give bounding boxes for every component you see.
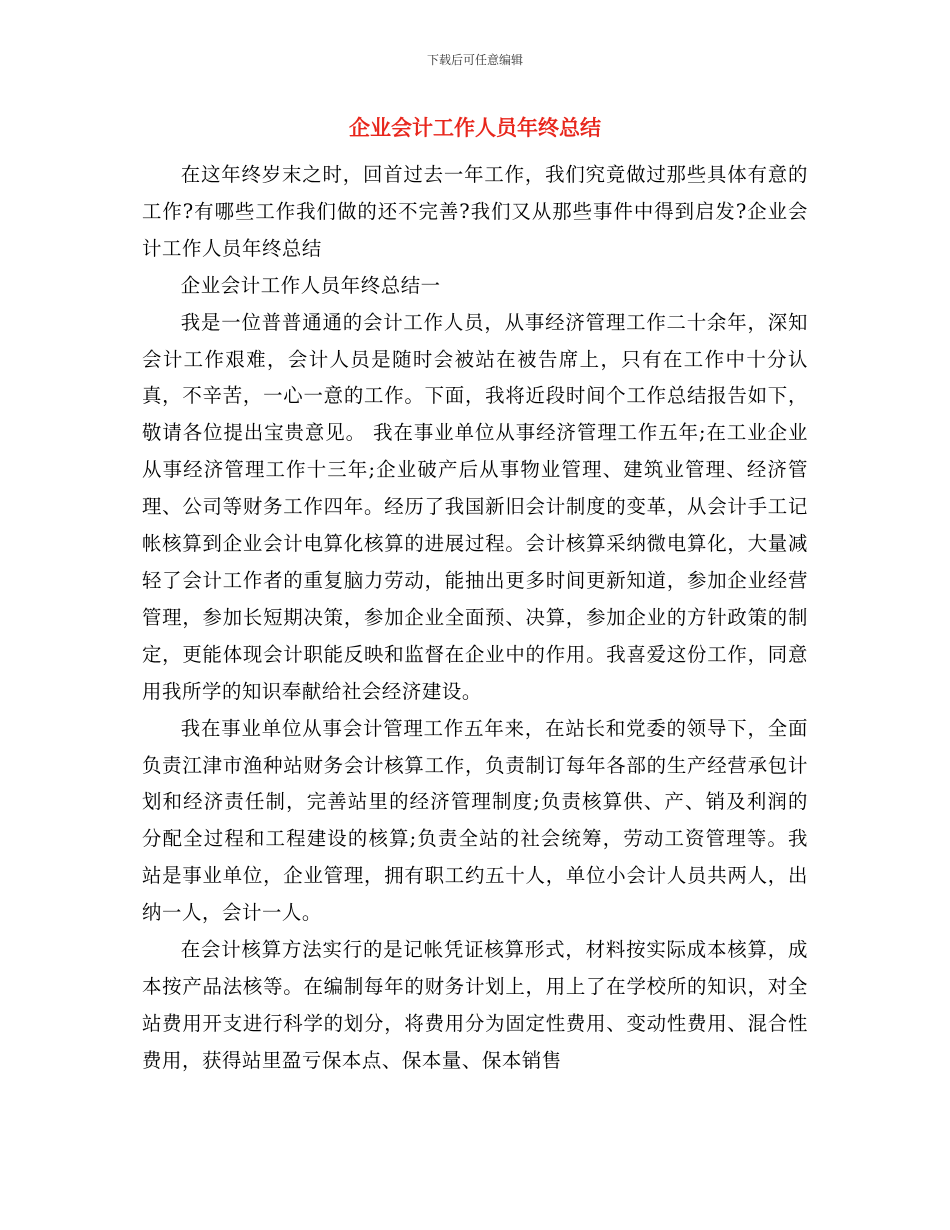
document-title: 企业会计工作人员年终总结: [349, 116, 601, 140]
document-body: [142, 157, 808, 1080]
paragraph-intro: 在这年终岁末之时，回首过去一年工作，我们究竟做过那些具体有意的工作?有哪些工作我们做的还不完善?我们又从那些事件中得到启发?企业会计工作人员年终总结: [142, 163, 808, 260]
paragraph-background: 我是一位普普通通的会计工作人员，从事经济管理工作二十余年，深知会计工作艰难，会计人员是随时会被站在被告席上，只有在工作中十分认真，不辛苦，一心一意的工作。下面，我将近段时间个工作总结报告如下，敬请各位提出宝贵意见。 我在事业单位从事经济管理工作五年;在工业企业从事经济管理工作十三年;企业破产后从事物业管理、建筑业管理、经济管理、公司等财务工作四年。经历了我国新旧会计制度的变革，从会计手工记帐核算到企业会计电算化核算的进展过程。会计核算采纳微电算化，大量减轻了会计工作者的重复脑力劳动，能抽出更多时间更新知道，参加企业经营管理，参加长短期决策，参加企业全面预、决算，参加企业的方针政策的制定，更能体现会计职能反映和监督在企业中的作用。我喜爱这份工作，同意用我所学的知识奉献给社会经济建设。: [142, 310, 808, 703]
paragraph-accounting-method: 在会计核算方法实行的是记帐凭证核算形式，材料按实际成本核算，成本按产品法核等。在编制每年的财务计划上，用上了在学校所的知识，对全站费用开支进行科学的划分，将费用分为固定性费用、变动性费用、混合性费用，获得站里盈亏保本点、保本量、保本销售: [142, 938, 808, 1072]
page-header-note: 下载后可任意编辑: [426, 53, 523, 67]
paragraph-responsibilities: 我在事业单位从事会计管理工作五年来，在站长和党委的领导下，全面负责江津市渔种站财务会计核算工作，负责制订每年各部的生产经营承包计划和经济责任制，完善站里的经济管理制度;负责核算供、产、销及利润的分配全过程和工程建设的核算;负责全站的社会统筹，劳动工资管理等。我站是事业单位，企业管理，拥有职工约五十人，单位小会计人员共两人，出纳一人，会计一人。: [142, 716, 808, 925]
section-heading: 企业会计工作人员年终总结一: [180, 273, 441, 297]
